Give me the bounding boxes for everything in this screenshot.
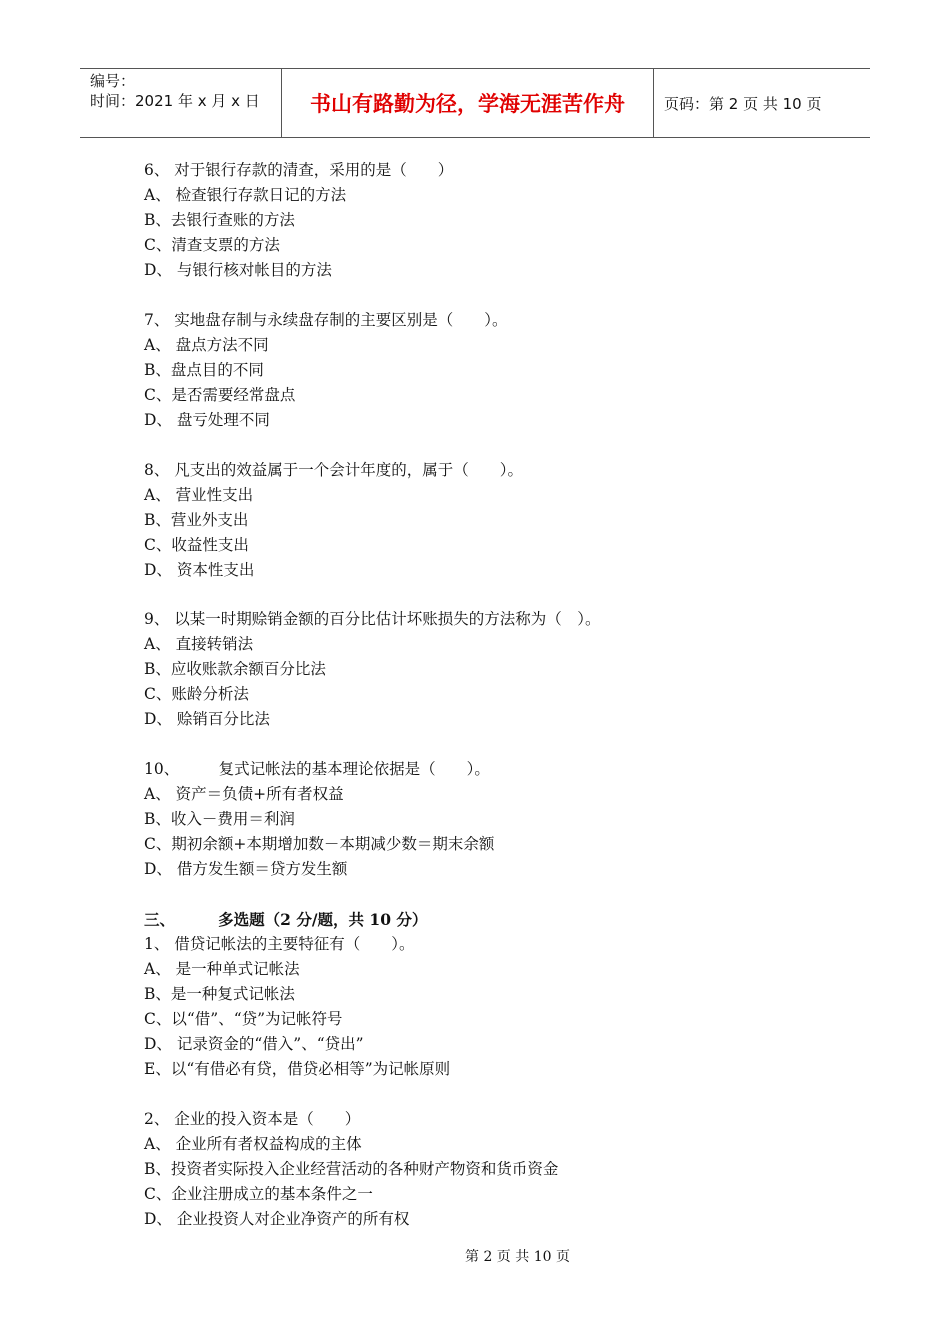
question-stem: 10、 复式记帐法的基本理论依据是（ ）。	[144, 760, 490, 779]
option: B、投资者实际投入企业经营活动的各种财产物资和货币资金	[144, 1159, 559, 1178]
option: D、 企业投资人对企业净资产的所有权	[144, 1209, 410, 1228]
footer-page-number: 第 2 页 共 10 页	[465, 1249, 570, 1265]
option: D、 资本性支出	[144, 560, 255, 579]
option: A、 营业性支出	[144, 485, 254, 504]
question-stem: 7、 实地盘存制与永续盘存制的主要区别是（ ）。	[144, 310, 508, 329]
header-motto: 书山有路勤为径，学海无涯苦作舟	[282, 69, 654, 137]
header-page-info: 页码：第 2 页 共 10 页	[664, 94, 822, 113]
time-label: 时间：2021 年 x 月 x 日	[90, 92, 260, 110]
option: C、企业注册成立的基本条件之一	[144, 1184, 373, 1203]
option: B、营业外支出	[144, 510, 249, 529]
section-title: 三、 多选题（2 分/题，共 10 分）	[144, 909, 428, 929]
option: B、盘点目的不同	[144, 360, 264, 379]
option: A、 直接转销法	[144, 635, 254, 654]
option: C、以“借”、“贷”为记帐符号	[144, 1009, 343, 1028]
question-stem: 1、 借贷记帐法的主要特征有（ ）。	[144, 934, 415, 953]
option: C、收益性支出	[144, 535, 249, 554]
option: D、 与银行核对帐目的方法	[144, 261, 332, 279]
option: D、 赊销百分比法	[144, 710, 270, 729]
option: A、 是一种单式记帐法	[144, 959, 300, 978]
option: B、是一种复式记帐法	[144, 984, 295, 1003]
option: B、应收账款余额百分比法	[144, 660, 326, 679]
question-stem: 8、 凡支出的效益属于一个会计年度的，属于（ ）。	[144, 460, 524, 479]
option: E、以“有借必有贷，借贷必相等”为记帐原则	[144, 1059, 451, 1078]
option: B、去银行查账的方法	[144, 211, 295, 229]
option: D、 盘亏处理不同	[144, 410, 270, 429]
option: C、清查支票的方法	[144, 236, 280, 254]
option: A、 检查银行存款日记的方法	[144, 186, 347, 204]
option: A、 企业所有者权益构成的主体	[144, 1134, 362, 1153]
question-stem: 6、 对于银行存款的清查，采用的是（ ）	[144, 161, 454, 179]
option: C、账龄分析法	[144, 685, 249, 704]
document-header	[80, 68, 870, 138]
option: A、 资产＝负债+所有者权益	[144, 785, 344, 804]
header-meta	[80, 69, 282, 137]
option: D、 借方发生额＝贷方发生额	[144, 860, 348, 879]
option: D、 记录资金的“借入”、“贷出”	[144, 1034, 364, 1053]
question-stem: 9、 以某一时期赊销金额的百分比估计坏账损失的方法称为（ ）。	[144, 610, 601, 629]
number-label: 编号：	[90, 72, 136, 90]
option: C、是否需要经常盘点	[144, 385, 296, 404]
question-stem: 2、 企业的投入资本是（ ）	[144, 1109, 361, 1128]
option: A、 盘点方法不同	[144, 335, 269, 354]
page-footer	[0, 1246, 950, 1266]
question-content	[144, 158, 864, 1232]
option: B、收入－费用＝利润	[144, 810, 295, 829]
option: C、期初余额+本期增加数－本期减少数＝期末余额	[144, 835, 495, 854]
